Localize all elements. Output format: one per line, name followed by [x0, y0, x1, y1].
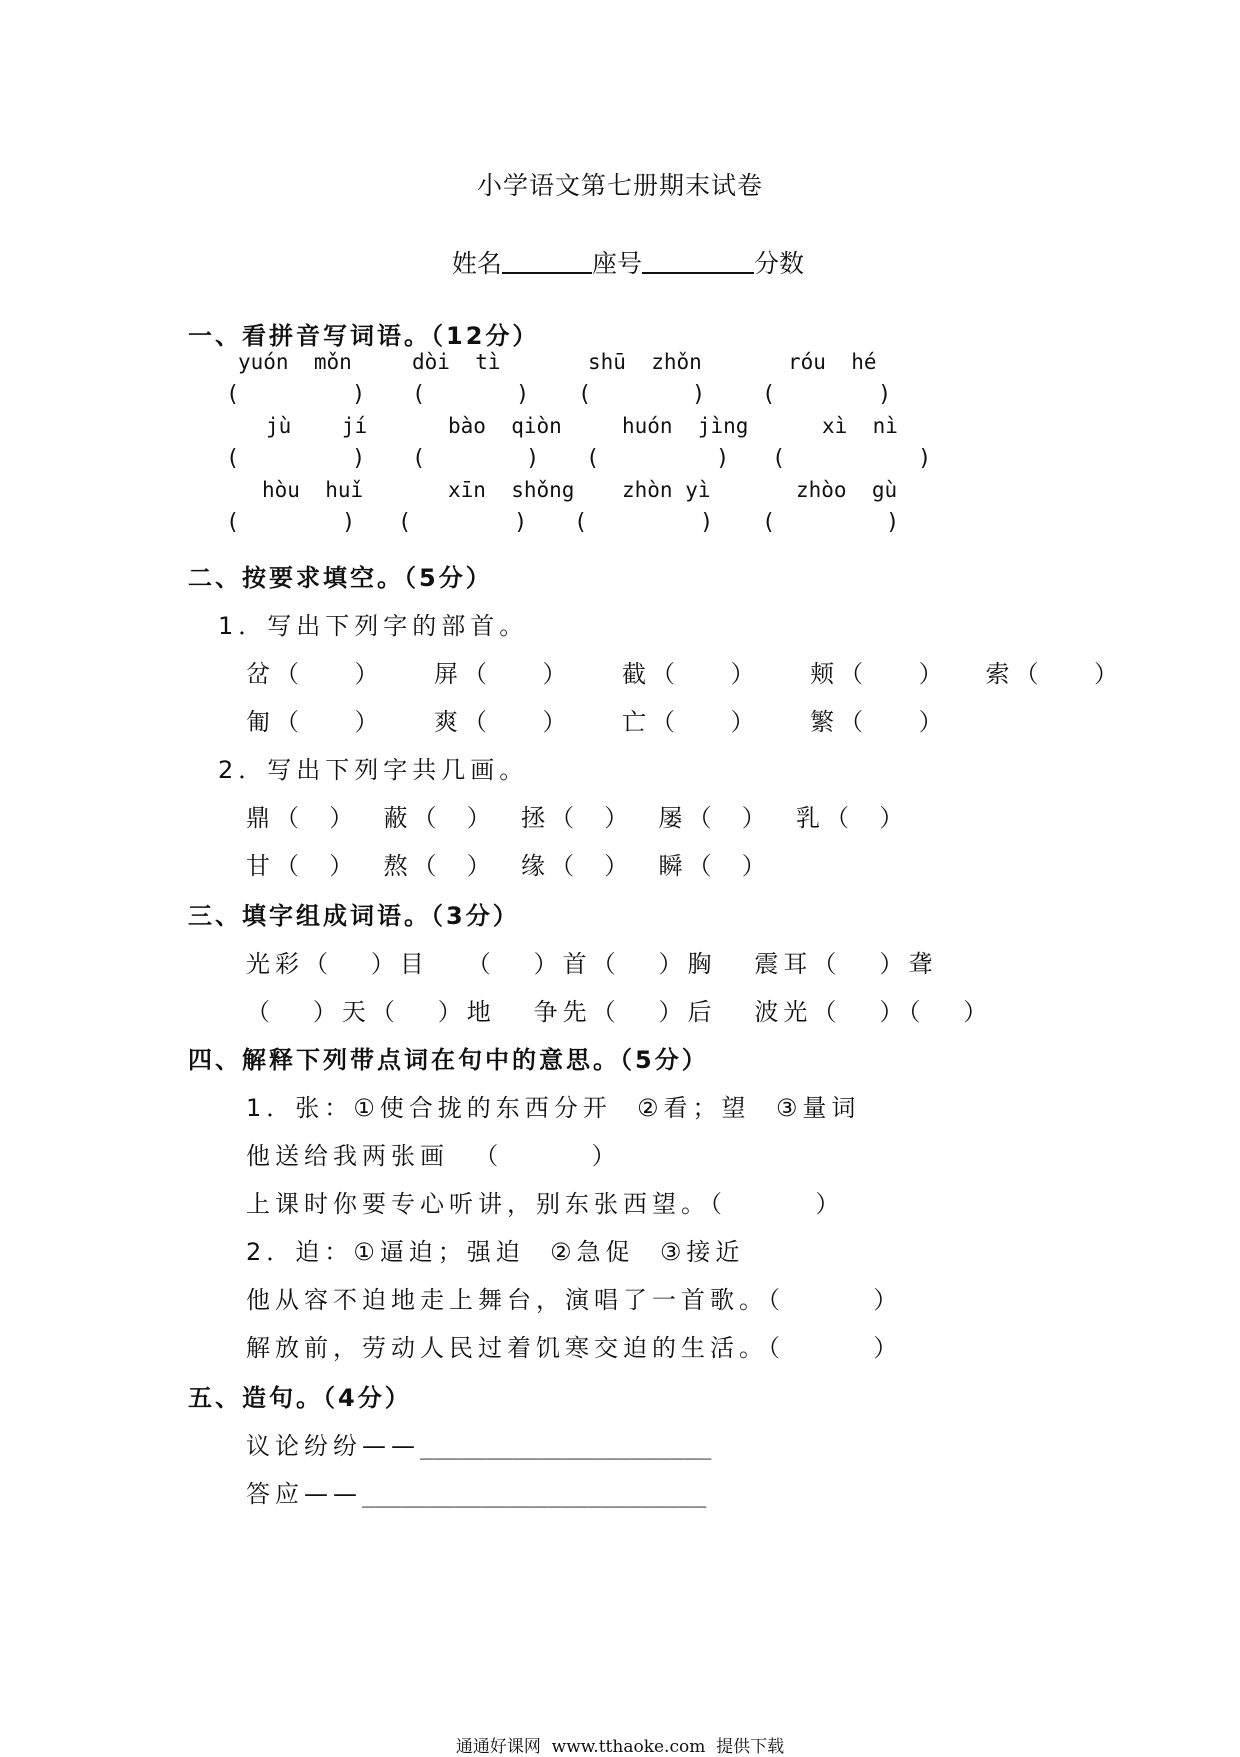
paren-open: (: [398, 510, 412, 535]
paren-close: ): [700, 510, 714, 535]
words-row-2: （ ）天（ ）地 争先（ ）后 波光（ ）（ ）: [246, 998, 993, 1026]
paren-open: (: [412, 446, 426, 471]
explain-line-3: 上课时你要专心听讲，别东张西望。（ ）: [246, 1190, 845, 1218]
footer-credit: 通通好课网 www.tthaoke.com 提供下载: [455, 1737, 785, 1757]
pinyin-1-3: shū zhǒn: [588, 350, 702, 374]
name-blank[interactable]: [502, 246, 592, 274]
stroke-row-1: 鼎（ ） 蔽（ ） 拯（ ） 屡（ ） 乳（ ）: [246, 804, 909, 832]
paren-close: ): [716, 446, 730, 471]
student-info: [0, 215, 1240, 280]
sentence-blank-2[interactable]: __________________________: [362, 1483, 707, 1508]
explain-line-4: 2．迫：①逼迫；强迫 ②急促 ③接近: [246, 1238, 745, 1266]
paren-open: (: [586, 446, 600, 471]
question-2-1: 1．写出下列字的部首。: [218, 612, 529, 640]
page-title: 小学语文第七册期末试卷: [476, 171, 763, 200]
paren-open: (: [226, 446, 240, 471]
section-3-heading: 三、填字组成词语。（3分）: [188, 902, 520, 930]
question-2-2: 2．写出下列字共几画。: [218, 756, 529, 784]
explain-line-6: 解放前，劳动人民过着饥寒交迫的生活。（ ）: [246, 1334, 903, 1362]
paren-close: ): [886, 510, 900, 535]
paren-close: ): [516, 382, 530, 407]
sentence-word-1: 议论纷纷——: [246, 1432, 420, 1460]
pinyin-1-4: róu hé: [788, 350, 877, 374]
pinyin-3-2: xīn shǒng: [448, 478, 575, 502]
section-2-heading: 二、按要求填空。（5分）: [188, 564, 493, 592]
paren-close: ): [352, 382, 366, 407]
sentence-word-2: 答应——: [246, 1480, 362, 1508]
pinyin-1-2: dòi tì: [412, 350, 501, 374]
paren-close: ): [342, 510, 356, 535]
explain-line-1: 1．张：①使合拢的东西分开 ②看；望 ③量词: [246, 1094, 861, 1122]
radical-row-2: 匍（ ） 爽（ ） 亡（ ） 繁（ ）: [246, 708, 948, 736]
pinyin-2-2: bào qiòn: [448, 414, 562, 438]
seat-label: 座号: [591, 249, 642, 278]
pinyin-3-1: hòu huǐ: [262, 478, 364, 502]
radical-row-1: 岔（ ） 屏（ ） 截（ ） 颊（ ） 索（ ）: [246, 660, 1124, 688]
pinyin-3-3: zhòn yì: [622, 478, 711, 502]
name-label: 姓名: [451, 249, 502, 278]
pinyin-2-3: huón jìng: [622, 414, 749, 438]
paren-open: (: [574, 510, 588, 535]
paren-close: ): [514, 510, 528, 535]
paren-open: (: [578, 382, 592, 407]
pinyin-2-4: xì nì: [822, 414, 898, 438]
section-4-heading: 四、解释下列带点词在句中的意思。（5分）: [188, 1046, 709, 1074]
seat-blank[interactable]: [642, 246, 754, 274]
paren-open: (: [226, 382, 240, 407]
section-5-heading: 五、造句。（4分）: [188, 1384, 412, 1412]
paren-close: ): [352, 446, 366, 471]
paren-close: ): [692, 382, 706, 407]
paren-open: (: [772, 446, 786, 471]
words-row-1: 光彩（ ）目 （ ）首（ ）胸 震耳（ ）聋: [246, 950, 938, 978]
paren-close: ): [918, 446, 932, 471]
paren-open: (: [412, 382, 426, 407]
score-label: 分数: [753, 249, 804, 278]
paren-open: (: [762, 382, 776, 407]
section-1-heading: 一、看拼音写词语。（12分）: [188, 322, 540, 350]
sentence-blank-1[interactable]: ______________________: [420, 1435, 712, 1460]
paren-open: (: [762, 510, 776, 535]
paren-close: ): [526, 446, 540, 471]
pinyin-1-1: yuón mǒn: [238, 350, 352, 374]
pinyin-3-4: zhòo gù: [796, 478, 898, 502]
paren-open: (: [226, 510, 240, 535]
paren-close: ): [878, 382, 892, 407]
stroke-row-2: 甘（ ） 熬（ ） 缘（ ） 瞬（ ）: [246, 852, 771, 880]
explain-line-5: 他从容不迫地走上舞台，演唱了一首歌。（ ）: [246, 1286, 903, 1314]
sentence-line-1: [246, 1426, 711, 1461]
sentence-line-2: [246, 1474, 706, 1509]
explain-line-2: 他送给我两张画 （ ）: [246, 1142, 621, 1170]
pinyin-2-1: jù jí: [266, 414, 368, 438]
